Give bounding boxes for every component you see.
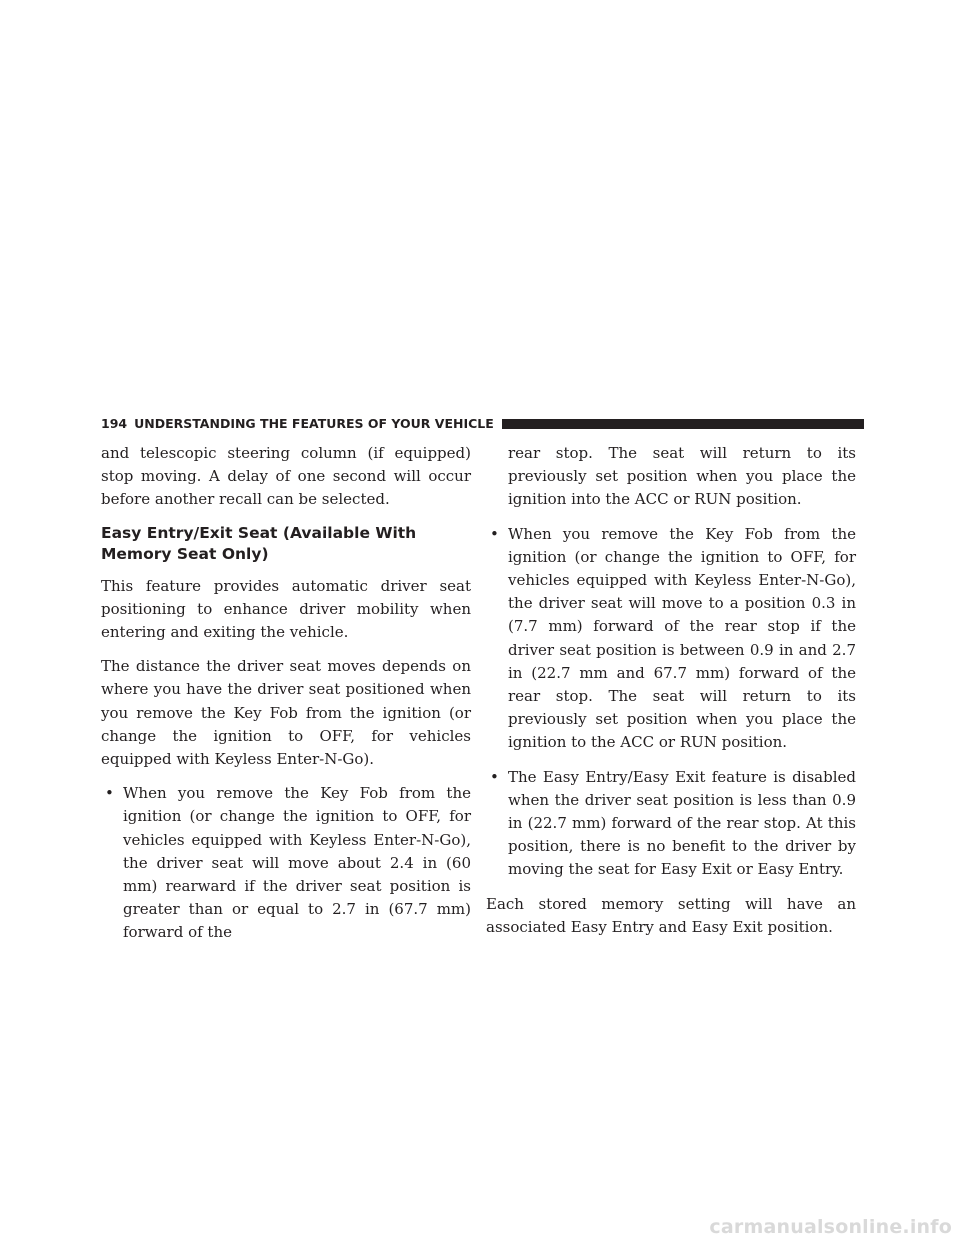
watermark-text: carmanualsonline.info [709,1216,952,1238]
bullet-text: The Easy Entry/Easy Exit feature is disabled when the driver seat position is less than 0.9 in (22.7 mm) forward of the rear stop. At this position, there is no benefit to the driver by moving the seat for Easy Exit or Easy Entry. [508,767,856,879]
bullet-icon: • [490,767,499,786]
feature-description-paragraph: This feature provides automatic driver seat positioning to enhance driver mobility when entering and exiting the vehicle. [101,576,471,642]
bullet-icon: • [105,784,114,803]
list-item-continued [486,442,856,512]
section-heading: Easy Entry/Exit Seat (Available With Memory Seat Only) [101,523,417,563]
closing-paragraph: Each stored memory setting will have an associated Easy Entry and Easy Exit position. [486,894,856,936]
section-title: UNDERSTANDING THE FEATURES OF YOUR VEHICLE [134,416,494,431]
right-column [486,442,856,950]
seat-distance-paragraph: The distance the driver seat moves depends on where you have the driver seat positioned when you remove the Key Fob from the ignition (or change the ignition to OFF, for vehicles equipped with Keyless Enter-N-Go). [101,657,471,769]
intro-paragraph: and telescopic steering column (if equipped) stop moving. A delay of one second will occur before another recall can be selected. [101,444,471,509]
list-item [486,523,856,755]
list-item [101,782,471,944]
list-item [486,766,856,882]
bullet-text: When you remove the Key Fob from the ignition (or change the ignition to OFF, for vehicles equipped with Keyless Enter-N-Go), the driver seat will move to a position 0.3 in (7.7 mm) forward of the rear stop if the driver seat position is between 0.9 in and 2.7 in (22.7 mm and 67.7 mm) forward of the rear stop. The seat will return to its previously set position when you place the ignition to the ACC or RUN position. [508,524,856,752]
bullet-text: When you remove the Key Fob from the ignition (or change the ignition to OFF, for vehicles equipped with Keyless Enter-N-Go), the driver seat will move about 2.4 in (60 mm) rearward if the driver seat position is greater than or equal to 2.7 in (67.7 mm) forward of the [123,784,471,942]
bullet-icon: • [490,524,499,543]
page-header [101,417,864,431]
header-rule [502,419,864,429]
left-column [101,442,471,945]
bullet-text: rear stop. The seat will return to its previously set position when you place the ignition into the ACC or RUN position. [508,444,856,509]
page-number: 194 [101,416,128,431]
